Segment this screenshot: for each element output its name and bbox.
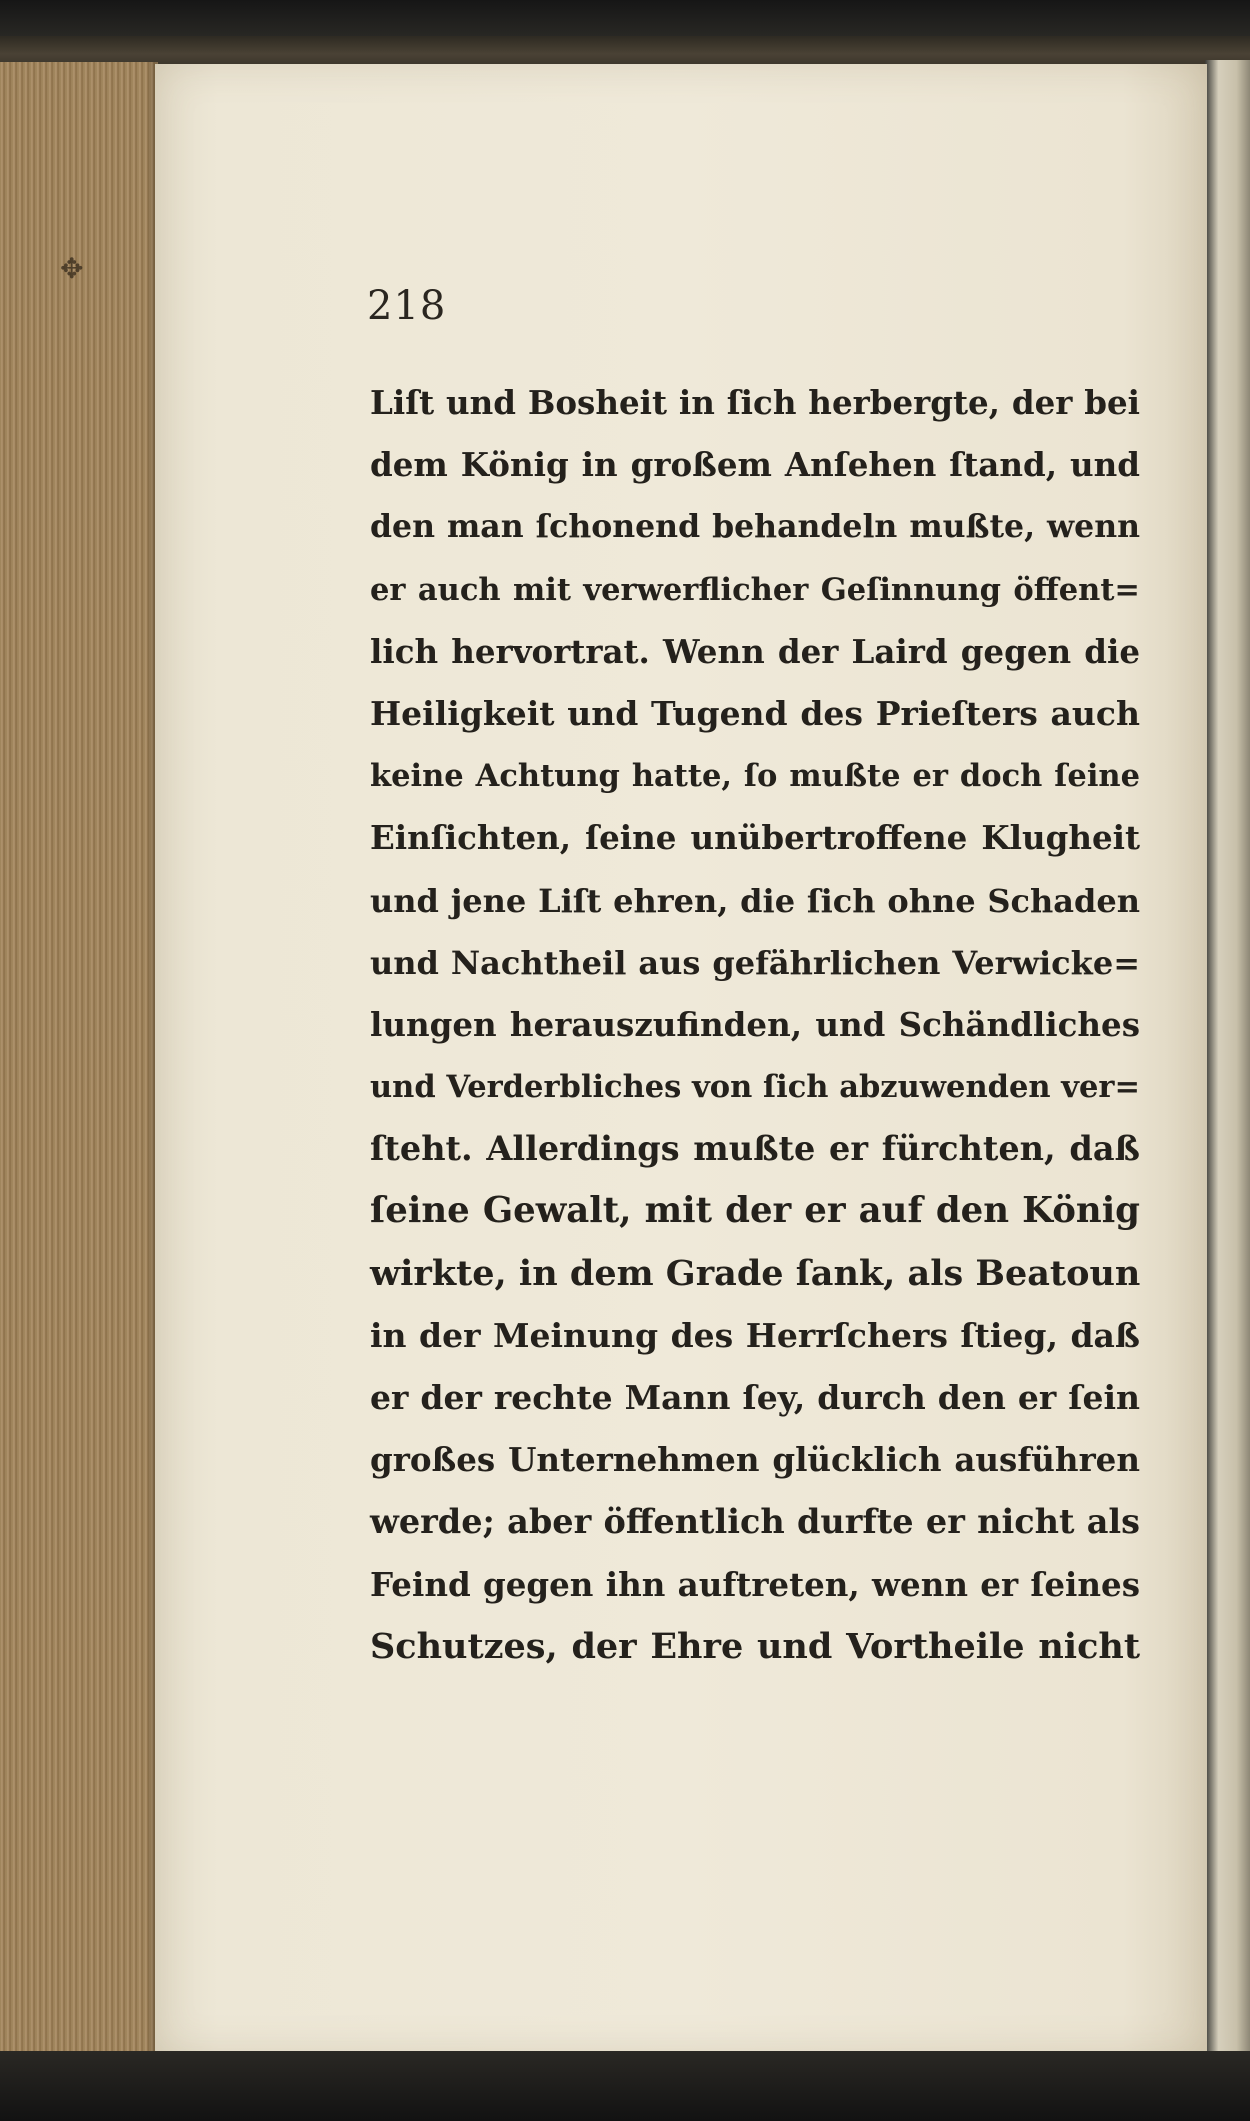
text-line: Schutzes, der Ehre und Vortheile nicht [370, 1625, 1140, 1667]
book-binding-top [0, 36, 1250, 66]
page-edges-stack [0, 62, 158, 2052]
text-line: lungen herauszufinden, und Schändliches [370, 1004, 1140, 1044]
text-line: Einſichten, ſeine unübertroffene Klugheit [370, 818, 1140, 858]
page-number: 218 [367, 283, 447, 329]
text-line: werde; aber öffentlich durfte er nicht als [370, 1502, 1140, 1542]
text-line: den man ſchonend behandeln mußte, wenn [370, 508, 1140, 546]
text-line: und Verderbliches von ſich abzuwenden ver= [370, 1069, 1140, 1106]
text-line: großes Unternehmen glücklich ausführen [370, 1440, 1140, 1480]
text-line: Liſt und Bosheit in ſich herbergte, der bei [370, 383, 1140, 422]
text-line: Heiligkeit und Tugend des Prieſters auch [370, 693, 1140, 733]
text-line: ſeine Gewalt, mit der er auf den König [370, 1190, 1140, 1232]
text-line: in der Meinung des Herrſchers ſtieg, daß [370, 1315, 1140, 1355]
text-line: Feind gegen ihn auftreten, wenn er ſeines [370, 1564, 1140, 1604]
scan-bottom-background [0, 2051, 1250, 2121]
text-line: keine Achtung hatte, ſo mußte er doch ſeine [370, 758, 1140, 795]
text-line: er der rechte Mann ſey, durch den er ſein [370, 1378, 1140, 1417]
text-line: dem König in großem Anſehen ſtand, und [370, 445, 1140, 485]
text-line: er auch mit verwerflicher Geſinnung öffent= [370, 571, 1140, 608]
page-text [370, 372, 1140, 1678]
text-line: wirkte, in dem Grade ſank, als Beatoun [370, 1252, 1141, 1294]
text-line: und Nachtheil aus gefährlichen Verwicke= [370, 943, 1140, 982]
text-line: lich hervortrat. Wenn der Laird gegen die [370, 631, 1140, 671]
edge-mark: ✥ [60, 252, 84, 285]
text-line: ſteht. Allerdings mußte er fürchten, daß [370, 1129, 1140, 1169]
text-line: und jene Liſt ehren, die ſich ohne Schaden [370, 881, 1140, 920]
facing-page-edge [1205, 60, 1250, 2060]
